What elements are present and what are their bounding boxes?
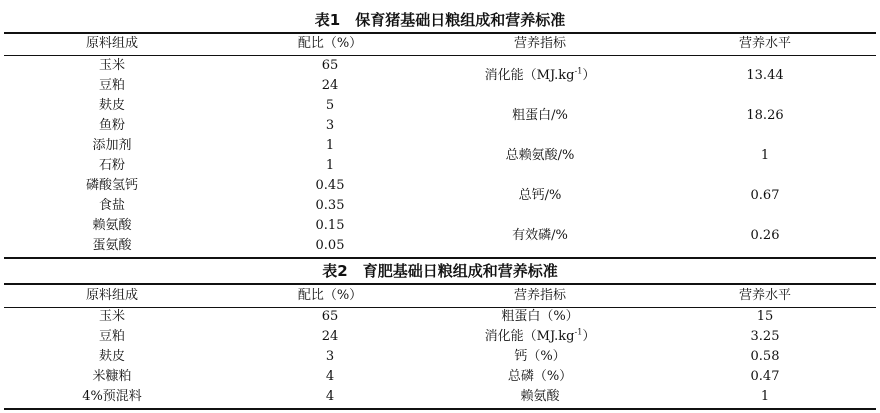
table2-nutrient-level: 1 — [760, 389, 770, 404]
table2-nutrient-level: 0.47 — [750, 369, 780, 384]
table2-ingredient-name: 麸皮 — [98, 349, 125, 364]
table1-nutrient-name: 粗蛋白/% — [512, 108, 568, 123]
table2-nutrient-name: 总磷（%） — [507, 369, 573, 384]
table1-ingredient-name: 蛋氨酸 — [92, 238, 132, 253]
table1-ingredient-ratio: 1 — [325, 138, 335, 153]
table2-ingredient-ratio: 4 — [325, 369, 335, 384]
table2-header-level: 营养水平 — [738, 288, 791, 303]
superscript: -1 — [574, 327, 583, 337]
table1-header-level: 营养水平 — [738, 36, 791, 51]
table1-nutrient-level: 18.26 — [746, 108, 784, 123]
table2-header-ingredient: 原料组成 — [85, 288, 138, 303]
table2-nutrient-name — [450, 327, 630, 347]
table1-nutrient-level: 13.44 — [746, 68, 784, 83]
nutrient-label: 消化能（MJ.kg — [484, 68, 575, 83]
table2-nutrient-name: 钙（%） — [514, 349, 566, 364]
table2-ingredient-ratio: 65 — [321, 309, 339, 324]
table1-header-ingredient: 原料组成 — [85, 36, 138, 51]
table1-ingredient-name: 石粉 — [98, 158, 125, 173]
table2-nutrient-level: 0.58 — [750, 349, 780, 364]
table1-ingredient-name: 豆粕 — [98, 78, 125, 93]
table1-bottom-rule — [4, 257, 876, 259]
table1-nutrient-level: 0.67 — [750, 188, 780, 203]
table2-header-ratio: 配比（%） — [297, 288, 363, 303]
table2-ingredient-name: 玉米 — [98, 309, 125, 324]
table2-ingredient-ratio: 24 — [321, 329, 339, 344]
table1-nutrient-name: 总钙/% — [518, 188, 562, 203]
table1-header-nutrient: 营养指标 — [513, 36, 566, 51]
table2-nutrient-level: 3.25 — [750, 329, 780, 344]
table1-ingredient-ratio: 0.45 — [315, 178, 345, 193]
table2-nutrient-level: 15 — [756, 309, 774, 324]
table1-title: 表1 保育猪基础日粮组成和营养标准 — [314, 11, 566, 29]
table2-title: 表2 育肥基础日粮组成和营养标准 — [322, 262, 558, 280]
table1-ingredient-name: 赖氨酸 — [92, 218, 132, 233]
superscript: -1 — [574, 66, 583, 76]
table1-ingredient-ratio: 0.35 — [315, 198, 345, 213]
table1-ingredient-ratio: 65 — [321, 58, 339, 73]
table1-ingredient-ratio: 0.05 — [315, 238, 345, 253]
table1-ingredient-ratio: 1 — [325, 158, 335, 173]
table2-header-nutrient: 营养指标 — [513, 288, 566, 303]
table1-nutrient-level: 0.26 — [750, 228, 780, 243]
table1-ingredient-ratio: 0.15 — [315, 218, 345, 233]
table2-ingredient-name: 豆粕 — [98, 329, 125, 344]
table2-ingredient-name: 米糠粕 — [92, 369, 132, 384]
table1-ingredient-ratio: 5 — [325, 98, 335, 113]
table2-top-rule — [4, 283, 876, 285]
table2-bottom-rule — [4, 408, 876, 410]
table2-ingredient-ratio: 4 — [325, 389, 335, 404]
nutrient-label: 消化能（MJ.kg — [484, 329, 575, 344]
table2-ingredient-ratio: 3 — [325, 349, 335, 364]
table1-nutrient-name: 有效磷/% — [512, 228, 568, 243]
table1-ingredient-ratio: 3 — [325, 118, 335, 133]
table1-ingredient-name: 麸皮 — [98, 98, 125, 113]
nutrient-label-tail: ） — [582, 68, 596, 83]
table2-nutrient-name: 粗蛋白（%） — [501, 309, 579, 324]
table2-ingredient-name: 4%预混料 — [82, 389, 142, 404]
table1-ingredient-ratio: 24 — [321, 78, 339, 93]
table1-nutrient-level: 1 — [760, 148, 770, 163]
table1-nutrient-name: 总赖氨酸/% — [505, 148, 575, 163]
table1-header-ratio: 配比（%） — [297, 36, 363, 51]
table1-ingredient-name: 食盐 — [98, 198, 125, 213]
nutrient-label-tail: ） — [582, 329, 596, 344]
table1-nutrient-name — [450, 66, 630, 86]
table1-ingredient-name: 磷酸氢钙 — [85, 178, 138, 193]
table1-ingredient-name: 添加剂 — [92, 138, 132, 153]
table1-ingredient-name: 鱼粉 — [98, 118, 125, 133]
table1-ingredient-name: 玉米 — [98, 58, 125, 73]
table2-nutrient-name: 赖氨酸 — [520, 389, 560, 404]
